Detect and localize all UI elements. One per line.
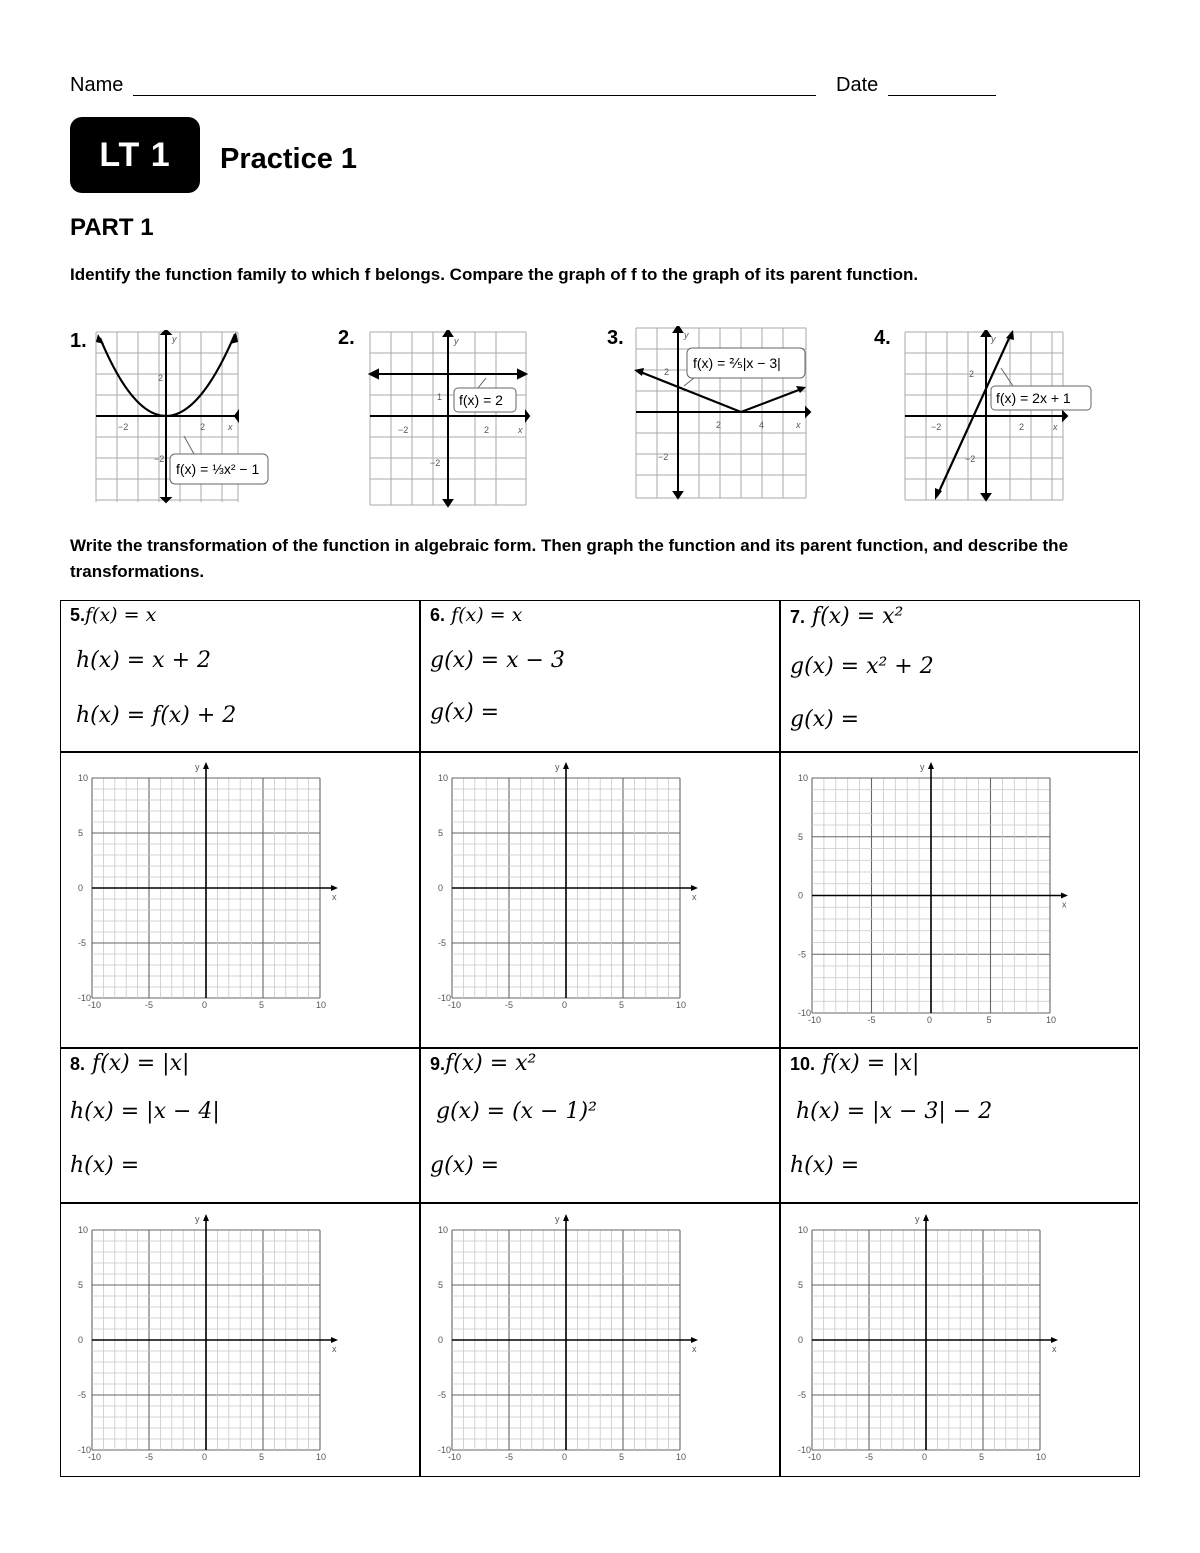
y-tick-label: 5 bbox=[798, 1280, 804, 1290]
y-tick-label: -5 bbox=[798, 1390, 807, 1400]
question-3-number: 3. bbox=[607, 327, 624, 349]
x-tick-label: -10 bbox=[448, 1452, 462, 1462]
instructions-part1: Identify the function family to which f belongs. Compare the graph of f to the graph of its parent function. bbox=[70, 265, 919, 284]
q3-axis-y: y bbox=[684, 330, 689, 340]
name-label: Name bbox=[70, 74, 124, 96]
x-tick-label: 5 bbox=[979, 1452, 985, 1462]
y-axis-arrow bbox=[928, 762, 934, 769]
question-4-graph bbox=[903, 330, 1098, 505]
y-tick-label: -5 bbox=[798, 949, 807, 960]
x-tick-label: -5 bbox=[505, 1452, 514, 1462]
y-axis-arrow bbox=[923, 1214, 929, 1221]
x-tick-label: -10 bbox=[808, 1452, 822, 1462]
problem-9-number: 9. bbox=[430, 1054, 446, 1074]
q4-axis-x: x bbox=[1053, 422, 1058, 432]
question-2-number: 2. bbox=[338, 327, 355, 349]
problem-9-line-2: g(x) = (x − 1)² bbox=[436, 1099, 597, 1124]
x-tick-label: 10 bbox=[676, 1000, 687, 1010]
y-tick-label: 0 bbox=[798, 890, 804, 901]
problem-8-line-2: h(x) = |x − 4| bbox=[70, 1099, 220, 1124]
y-tick-label: 5 bbox=[798, 831, 804, 842]
x-axis-arrow bbox=[691, 885, 698, 891]
problem-9 bbox=[420, 1047, 780, 1202]
q3-axis-x: x bbox=[796, 420, 801, 430]
q1-tick-x2: 2 bbox=[200, 422, 206, 432]
graph-10[interactable] bbox=[790, 1210, 1070, 1470]
problem-6-line-2: g(x) = x − 3 bbox=[430, 648, 565, 673]
x-axis-arrow bbox=[331, 885, 338, 891]
question-1-number: 1. bbox=[70, 330, 87, 352]
y-tick-label: -5 bbox=[78, 1390, 87, 1400]
x-axis-arrow bbox=[331, 1337, 338, 1343]
y-tick-label: 0 bbox=[438, 1335, 444, 1345]
x-tick-label: 5 bbox=[619, 1452, 625, 1462]
problem-8-number: 8. bbox=[70, 1054, 86, 1074]
y-tick-label: -5 bbox=[438, 1390, 447, 1400]
problem-10-line-1: f(x) = |x| bbox=[822, 1051, 920, 1076]
y-tick-label: 10 bbox=[438, 1225, 449, 1235]
q3-tick-x4: 4 bbox=[759, 420, 765, 430]
problem-5-line-1: f(x) = x bbox=[85, 604, 157, 626]
x-axis-label: x bbox=[332, 1344, 337, 1354]
graph-9[interactable] bbox=[430, 1210, 710, 1470]
x-tick-label: 0 bbox=[562, 1452, 568, 1462]
x-axis-label: x bbox=[1062, 899, 1067, 910]
x-axis-label: x bbox=[692, 1344, 697, 1354]
q1-tick-xn2: −2 bbox=[118, 422, 129, 432]
x-tick-label: 0 bbox=[927, 1015, 933, 1025]
x-tick-label: 10 bbox=[316, 1000, 327, 1010]
q2-tick-y1: 1 bbox=[437, 392, 443, 402]
y-tick-label: 10 bbox=[798, 1225, 809, 1235]
problem-5 bbox=[60, 600, 420, 750]
y-tick-label: 0 bbox=[798, 1335, 804, 1345]
q4-tick-y2: 2 bbox=[969, 369, 975, 379]
y-tick-label: 5 bbox=[438, 828, 444, 838]
y-tick-label: -10 bbox=[78, 993, 92, 1003]
q2-tick-yn2: −2 bbox=[430, 458, 441, 468]
x-tick-label: -10 bbox=[88, 1000, 102, 1010]
y-tick-label: 5 bbox=[78, 1280, 84, 1290]
graph-6[interactable] bbox=[430, 758, 710, 1018]
x-tick-label: -5 bbox=[145, 1452, 154, 1462]
question-1-graph bbox=[90, 330, 275, 505]
graph-8[interactable] bbox=[70, 1210, 350, 1470]
q1-axis-y: y bbox=[172, 334, 177, 344]
problem-7-line-3[interactable]: g(x) = bbox=[790, 707, 860, 732]
y-tick-label: -10 bbox=[798, 1445, 812, 1455]
y-axis-label: y bbox=[555, 1214, 560, 1224]
instructions-part2: Write the transformation of the function in algebraic form. Then graph the function and its parent function, and describe the transformations. bbox=[70, 536, 1069, 581]
date-label: Date bbox=[836, 74, 879, 96]
graph-5[interactable] bbox=[70, 758, 350, 1018]
question-1-label: f(x) = ⅓x² − 1 bbox=[176, 461, 260, 477]
x-tick-label: 10 bbox=[1036, 1452, 1047, 1462]
problem-6 bbox=[420, 600, 780, 750]
problem-7-line-2: g(x) = x² + 2 bbox=[790, 654, 934, 679]
x-tick-label: 10 bbox=[1046, 1015, 1057, 1025]
y-tick-label: 0 bbox=[78, 883, 84, 893]
y-axis-label: y bbox=[195, 762, 200, 772]
x-tick-label: 5 bbox=[986, 1015, 992, 1025]
q3-tick-x2: 2 bbox=[716, 420, 722, 430]
x-tick-label: -5 bbox=[867, 1015, 876, 1025]
question-2-graph bbox=[368, 330, 533, 508]
y-tick-label: 10 bbox=[798, 773, 809, 783]
x-tick-label: -10 bbox=[808, 1015, 822, 1025]
y-axis-arrow bbox=[563, 762, 569, 769]
y-tick-label: 5 bbox=[78, 828, 84, 838]
y-tick-label: 10 bbox=[78, 1225, 89, 1235]
x-axis-label: x bbox=[1052, 1344, 1057, 1354]
y-tick-label: -5 bbox=[78, 938, 87, 948]
part-heading: PART 1 bbox=[70, 214, 154, 241]
y-axis-arrow bbox=[203, 1214, 209, 1221]
q1-axis-x: x bbox=[228, 422, 233, 432]
lt-badge: LT 1 bbox=[70, 117, 200, 193]
name-field[interactable] bbox=[133, 95, 816, 96]
q2-axis-y: y bbox=[454, 336, 459, 346]
q4-axis-y: y bbox=[991, 334, 996, 344]
q2-tick-x2: 2 bbox=[484, 425, 490, 435]
q3-tick-yn2: −2 bbox=[658, 452, 669, 462]
problem-10-line-3[interactable]: h(x) = bbox=[790, 1153, 860, 1178]
problem-10-number: 10. bbox=[790, 1054, 816, 1074]
problem-10-line-2: h(x) = |x − 3| − 2 bbox=[796, 1099, 993, 1124]
x-axis-label: x bbox=[692, 892, 697, 902]
problem-7-number: 7. bbox=[790, 607, 806, 627]
question-4-label: f(x) = 2x + 1 bbox=[996, 390, 1071, 406]
y-axis-arrow bbox=[563, 1214, 569, 1221]
question-4-number: 4. bbox=[874, 327, 891, 349]
x-tick-label: -5 bbox=[865, 1452, 874, 1462]
y-axis-label: y bbox=[915, 1214, 920, 1224]
problem-5-line-3[interactable]: h(x) = f(x) + 2 bbox=[76, 703, 237, 728]
problem-10 bbox=[780, 1047, 1140, 1202]
problem-7-line-1: f(x) = x² bbox=[812, 604, 904, 629]
q2-tick-xn2: −2 bbox=[398, 425, 409, 435]
problem-8 bbox=[60, 1047, 420, 1202]
y-tick-label: -10 bbox=[798, 1008, 812, 1018]
x-tick-label: 5 bbox=[259, 1452, 265, 1462]
y-tick-label: 0 bbox=[438, 883, 444, 893]
problem-7 bbox=[780, 600, 1140, 750]
q3-tick-y2: 2 bbox=[664, 367, 670, 377]
x-tick-label: 10 bbox=[676, 1452, 687, 1462]
problem-8-line-1: f(x) = |x| bbox=[92, 1051, 190, 1076]
q1-tick-y2: 2 bbox=[158, 373, 164, 383]
y-tick-label: 5 bbox=[438, 1280, 444, 1290]
problem-9-line-3[interactable]: g(x) = bbox=[430, 1153, 500, 1178]
y-tick-label: 10 bbox=[438, 773, 449, 783]
page-title: Practice 1 bbox=[220, 143, 358, 175]
x-tick-label: -5 bbox=[505, 1000, 514, 1010]
x-tick-label: 10 bbox=[316, 1452, 327, 1462]
x-tick-label: 0 bbox=[922, 1452, 928, 1462]
y-tick-label: -10 bbox=[438, 1445, 452, 1455]
problem-9-line-1: f(x) = x² bbox=[445, 1051, 537, 1076]
q1-tick-yn2: −2 bbox=[154, 454, 165, 464]
x-tick-label: 0 bbox=[202, 1000, 208, 1010]
x-axis-arrow bbox=[1061, 893, 1068, 899]
y-tick-label: -10 bbox=[78, 1445, 92, 1455]
problem-6-number: 6. bbox=[430, 605, 446, 625]
y-axis-arrow bbox=[203, 762, 209, 769]
y-tick-label: -10 bbox=[438, 993, 452, 1003]
x-axis-label: x bbox=[332, 892, 337, 902]
q4-tick-x2: 2 bbox=[1019, 422, 1025, 432]
question-3-graph bbox=[634, 326, 812, 501]
x-axis-arrow bbox=[1051, 1337, 1058, 1343]
y-axis-label: y bbox=[555, 762, 560, 772]
date-field[interactable] bbox=[888, 95, 996, 96]
y-tick-label: 0 bbox=[78, 1335, 84, 1345]
problem-5-number: 5. bbox=[70, 605, 86, 625]
x-tick-label: 5 bbox=[619, 1000, 625, 1010]
q4-tick-yn2: −2 bbox=[965, 454, 976, 464]
graph-7[interactable] bbox=[790, 758, 1080, 1033]
problem-6-line-3[interactable]: g(x) = bbox=[430, 700, 500, 725]
problem-5-line-2: h(x) = x + 2 bbox=[76, 648, 211, 673]
x-tick-label: 0 bbox=[562, 1000, 568, 1010]
y-tick-label: -5 bbox=[438, 938, 447, 948]
x-tick-label: -5 bbox=[145, 1000, 154, 1010]
x-tick-label: -10 bbox=[88, 1452, 102, 1462]
x-tick-label: 0 bbox=[202, 1452, 208, 1462]
q4-tick-xn2: −2 bbox=[931, 422, 942, 432]
question-3-label: f(x) = ⅖|x − 3| bbox=[693, 355, 781, 371]
x-tick-label: 5 bbox=[259, 1000, 265, 1010]
x-axis-arrow bbox=[691, 1337, 698, 1343]
problem-6-line-1: f(x) = x bbox=[451, 604, 523, 626]
x-tick-label: -10 bbox=[448, 1000, 462, 1010]
problem-8-line-3[interactable]: h(x) = bbox=[70, 1153, 140, 1178]
y-axis-label: y bbox=[920, 762, 925, 772]
y-axis-label: y bbox=[195, 1214, 200, 1224]
question-2-label: f(x) = 2 bbox=[459, 392, 503, 408]
y-tick-label: 10 bbox=[78, 773, 89, 783]
q2-axis-x: x bbox=[518, 425, 523, 435]
